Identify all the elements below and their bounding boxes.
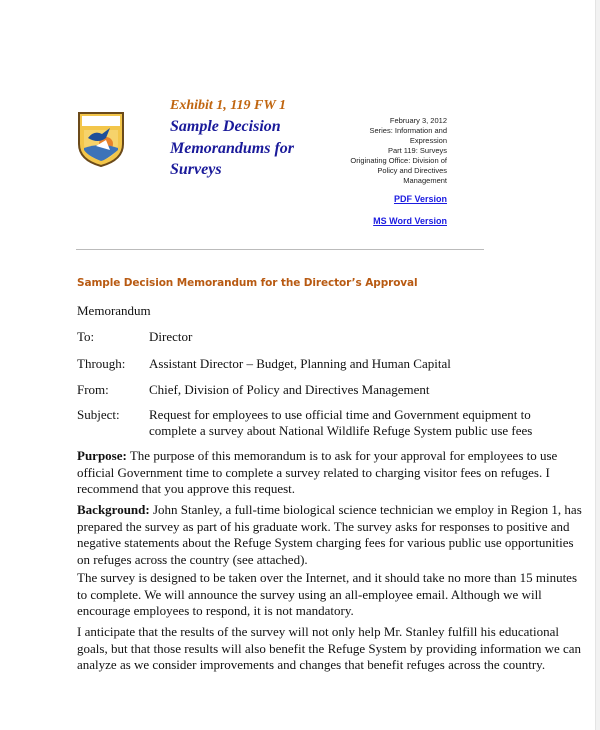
exhibit-label: Exhibit 1, 119 FW 1 <box>170 98 287 113</box>
meta-date: February 3, 2012 <box>389 116 447 125</box>
subject-value: complete a survey about National Wildlife Refuge System public use fees <box>149 423 533 438</box>
paragraph-line: negative statements about the Refuge System charging fees for various public use opportunities <box>77 535 574 550</box>
to-value: Director <box>149 329 193 344</box>
purpose-label: Purpose: <box>77 448 127 463</box>
to-label: To: <box>77 329 95 344</box>
survey-paragraph <box>77 570 578 620</box>
title-line: Surveys <box>170 161 222 178</box>
purpose-paragraph <box>77 448 557 498</box>
subject-value: Request for employees to use official time and Government equipment to <box>149 407 531 422</box>
paragraph-line: goals, but that those results will also benefit the Refuge System by providing information we can <box>77 640 582 656</box>
meta-line: Management <box>403 176 447 185</box>
fws-logo-icon <box>76 110 126 168</box>
paragraph-line: analyze as we consider improvements and changes that benefit refuges across the country. <box>77 657 546 672</box>
paragraph-line: recommend that you approve this request. <box>77 481 296 496</box>
ms-word-version-link[interactable]: MS Word Version <box>373 216 447 226</box>
meta-line: Series: Information and <box>369 126 447 135</box>
subject-label: Subject: <box>77 407 120 422</box>
title-line: Memorandums for <box>170 139 295 157</box>
anticipate-paragraph <box>77 624 582 674</box>
meta-line: Expression <box>409 136 447 145</box>
background-paragraph <box>77 502 582 568</box>
paragraph-line: official Government time to complete a survey related to charging visitor fees on refuges. I <box>77 464 550 480</box>
title-line: Sample Decision <box>170 118 281 135</box>
memo-heading: Sample Decision Memorandum for the Director’s Approval <box>77 277 418 289</box>
paragraph-line: The purpose of this memorandum is to ask for your approval for employees to use <box>126 448 558 463</box>
from-label: From: <box>77 382 109 397</box>
page-title <box>170 116 320 181</box>
paragraph-line: I anticipate that the results of the survey will not only help Mr. Stanley fulfill his educational <box>77 624 559 639</box>
from-value: Chief, Division of Policy and Directives Management <box>149 382 430 397</box>
meta-line: Part 119: Surveys <box>387 146 447 155</box>
divider <box>76 249 484 250</box>
paragraph-line: John Stanley, a full-time biological science technician we employ in Region 1, has <box>149 502 582 517</box>
through-value: Assistant Director – Budget, Planning and Human Capital <box>149 356 451 371</box>
background-label: Background: <box>77 502 150 517</box>
paragraph-line: encourage employees to respond, it is not mandatory. <box>77 603 354 618</box>
paragraph-line: The survey is designed to be taken over the Internet, and it should take no more than 15 minutes <box>77 570 578 585</box>
memo-type: Memorandum <box>77 303 151 318</box>
page-edge <box>595 0 600 730</box>
document-metadata <box>307 116 447 186</box>
through-label: Through: <box>77 356 126 371</box>
meta-line: Policy and Directives <box>377 166 447 175</box>
paragraph-line: to complete. We will announce the survey using an all-employee email. Although we will <box>77 586 542 602</box>
meta-line: Originating Office: Division of <box>350 156 447 165</box>
pdf-version-link[interactable]: PDF Version <box>393 194 447 204</box>
paragraph-line: on refuges across the country (see attached). <box>77 551 308 567</box>
paragraph-line: prepared the survey as part of his graduate work. The survey asks for responses to positive and <box>77 518 570 534</box>
